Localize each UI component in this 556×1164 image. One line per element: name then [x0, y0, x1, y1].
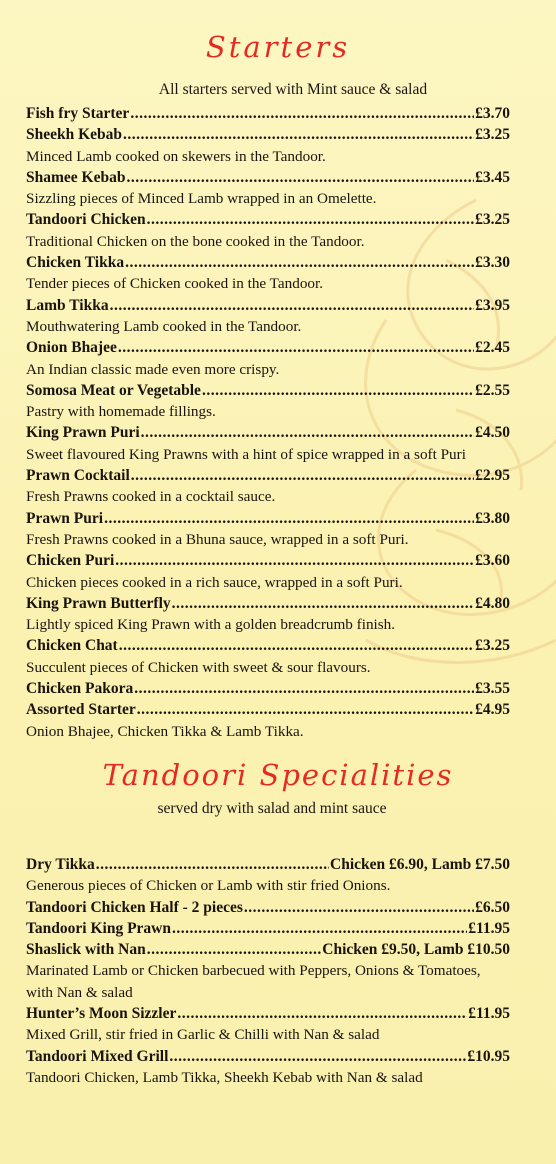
- menu-item-name: Tandoori Chicken Half - 2 pieces: [26, 898, 243, 916]
- menu-item-row: [26, 635, 510, 656]
- menu-item-description: Traditional Chicken on the bone cooked in the Tandoor.: [26, 232, 365, 250]
- dot-leader: [177, 1003, 467, 1024]
- dot-leader: [202, 380, 474, 401]
- menu-item-price: £3.70: [475, 105, 510, 122]
- menu-item-row: [26, 209, 510, 230]
- menu-item-name: Shaslick with Nan: [26, 941, 146, 959]
- menu-item-price: £2.45: [475, 339, 510, 357]
- starters-note: All starters served with Mint sauce & salad: [158, 81, 428, 98]
- menu-item-price: £3.60: [475, 552, 510, 570]
- menu-item-row: [26, 678, 510, 699]
- menu-item-row: [26, 699, 510, 720]
- tandoori-heading: Tandoori Specialities: [102, 758, 454, 792]
- menu-item-row: [26, 1003, 510, 1024]
- menu-item-name: Hunter’s Moon Sizzler: [26, 1005, 177, 1023]
- menu-item-price: £3.25: [475, 126, 510, 144]
- menu-item-name: Fish fry Starter: [26, 105, 130, 122]
- menu-item-row: [26, 508, 510, 529]
- menu-item-row: [26, 593, 510, 614]
- dot-leader: [172, 918, 467, 939]
- menu-item-row: [26, 422, 510, 443]
- menu-item-description: An Indian classic made even more crispy.: [26, 360, 280, 378]
- menu-item-price: Chicken £9.50, Lamb £10.50: [322, 941, 510, 959]
- menu-item-name: King Prawn Butterfly: [26, 594, 171, 612]
- dot-leader: [137, 699, 474, 720]
- menu-item-description: Generous pieces of Chicken or Lamb with stir fried Onions.: [26, 877, 391, 895]
- menu-item-name: Prawn Puri: [26, 509, 104, 527]
- menu-item-price: £4.80: [475, 594, 510, 612]
- menu-item-description: Sweet flavoured King Prawns with a hint of spice wrapped in a soft Puri: [26, 445, 466, 463]
- menu-item-row: [26, 103, 510, 124]
- starters-list: [26, 103, 510, 742]
- menu-item-name: Assorted Starter: [26, 701, 136, 719]
- menu-item-row: [26, 897, 510, 918]
- menu-item-name: Lamb Tikka: [26, 296, 109, 314]
- dot-leader: [131, 465, 474, 486]
- menu-item-row: [26, 380, 510, 401]
- menu-item-name: Chicken Puri: [26, 552, 115, 570]
- menu-item-description: Lightly spiced King Prawn with a golden breadcrumb finish.: [26, 616, 396, 634]
- dot-leader: [96, 854, 329, 875]
- menu-item-price: £2.95: [475, 467, 510, 485]
- menu-item-name: Chicken Pakora: [26, 680, 134, 698]
- menu-item-name: King Prawn Puri: [26, 424, 140, 442]
- dot-leader: [125, 252, 474, 273]
- menu-item-description: Marinated Lamb or Chicken barbecued with Peppers, Onions & Tomatoes, with Nan & salad: [26, 962, 481, 1001]
- dot-leader: [110, 295, 475, 316]
- menu-item-row: [26, 252, 510, 273]
- menu-item-name: Tandoori Mixed Grill: [26, 1047, 169, 1065]
- menu-item-row: [26, 854, 510, 875]
- menu-item-name: Tandoori King Prawn: [26, 919, 171, 937]
- menu-item-row: [26, 167, 510, 188]
- menu-item-price: £4.50: [475, 424, 510, 442]
- dot-leader: [244, 897, 474, 918]
- menu-item-description: Mouthwatering Lamb cooked in the Tandoor.: [26, 317, 302, 335]
- menu-item-description: Sizzling pieces of Minced Lamb wrapped in an Omelette.: [26, 190, 377, 208]
- tandoori-list: [26, 854, 510, 1088]
- menu-item-name: Shamee Kebab: [26, 168, 126, 186]
- menu-item-row: [26, 939, 510, 960]
- menu-item-row: [26, 918, 510, 939]
- starters-heading: Starters: [205, 30, 351, 64]
- menu-item-description: Chicken pieces cooked in a rich sauce, wrapped in a soft Puri.: [26, 573, 403, 591]
- menu-item-name: Onion Bhajee: [26, 339, 117, 357]
- menu-item-price: £2.55: [475, 381, 510, 399]
- dot-leader: [169, 1046, 466, 1067]
- menu-item-description: Pastry with homemade fillings.: [26, 403, 216, 421]
- tandoori-note: served dry with salad and mint sauce: [157, 800, 387, 817]
- menu-item-name: Chicken Chat: [26, 637, 118, 655]
- dot-leader: [126, 167, 474, 188]
- dot-leader: [115, 550, 474, 571]
- menu-item-name: Chicken Tikka: [26, 254, 125, 272]
- dot-leader: [147, 939, 322, 960]
- menu-item-row: [26, 1046, 510, 1067]
- dot-leader: [118, 337, 474, 358]
- menu-item-description: Fresh Prawns cooked in a Bhuna sauce, wrapped in a soft Puri.: [26, 530, 409, 548]
- menu-item-row: [26, 337, 510, 358]
- menu-item-description: Fresh Prawns cooked in a cocktail sauce.: [26, 488, 276, 506]
- menu-item-name: Tandoori Chicken: [26, 211, 146, 229]
- menu-item-row: [26, 465, 510, 486]
- menu-item-price: £3.45: [475, 168, 510, 186]
- menu-item-price: £3.55: [475, 680, 510, 698]
- menu-item-description: Tender pieces of Chicken cooked in the Tandoor.: [26, 275, 324, 293]
- menu-item-price: £10.95: [467, 1047, 510, 1065]
- menu-item-row: [26, 295, 510, 316]
- dot-leader: [123, 124, 474, 145]
- menu-item-description: Onion Bhajee, Chicken Tikka & Lamb Tikka.: [26, 722, 304, 740]
- menu-item-price: £11.95: [468, 919, 510, 937]
- menu-item-name: Prawn Cocktail: [26, 467, 130, 485]
- dot-leader: [134, 678, 474, 699]
- menu-item-price: £3.30: [475, 254, 510, 272]
- menu-item-description: Succulent pieces of Chicken with sweet & sour flavours.: [26, 658, 371, 676]
- dot-leader: [147, 209, 475, 230]
- menu-item-description: Minced Lamb cooked on skewers in the Tandoor.: [26, 147, 326, 165]
- menu-item-price: £3.95: [475, 296, 510, 314]
- dot-leader: [172, 593, 474, 614]
- dot-leader: [119, 635, 474, 656]
- menu-item-name: Sheekh Kebab: [26, 126, 123, 144]
- menu-item-price: £4.95: [475, 701, 510, 719]
- menu-item-row: [26, 124, 510, 145]
- menu-item-name: Somosa Meat or Vegetable: [26, 381, 201, 399]
- menu-item-price: £3.25: [475, 637, 510, 655]
- menu-item-price: £3.80: [475, 509, 510, 527]
- menu-item-price: £3.25: [475, 211, 510, 229]
- menu-item-price: £11.95: [468, 1005, 510, 1023]
- menu-item-description: Tandoori Chicken, Lamb Tikka, Sheekh Kebab with Nan & salad: [26, 1068, 423, 1086]
- menu-item-description: Mixed Grill, stir fried in Garlic & Chilli with Nan & salad: [26, 1026, 380, 1044]
- menu-item-row: [26, 550, 510, 571]
- dot-leader: [141, 422, 474, 443]
- dot-leader: [130, 103, 474, 124]
- menu-item-price: £6.50: [475, 898, 510, 916]
- menu-item-price: Chicken £6.90, Lamb £7.50: [330, 856, 510, 873]
- menu-item-name: Dry Tikka: [26, 856, 95, 873]
- dot-leader: [104, 508, 474, 529]
